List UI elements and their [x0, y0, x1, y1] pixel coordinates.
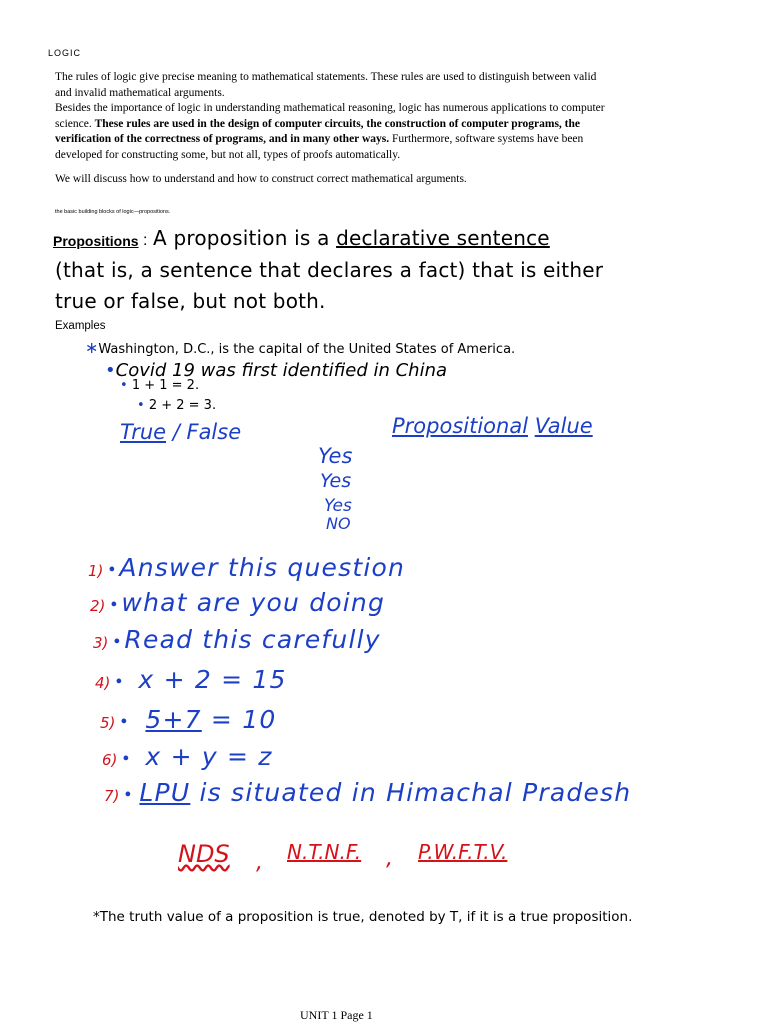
np-text-4: x + 2 = 15: [138, 665, 287, 694]
example-item-4: [137, 398, 216, 413]
np-text-2: what are you doing: [121, 588, 386, 617]
intro-paragraph-3: We will discuss how to understand and how to construct correct mathematical arguments.: [55, 173, 467, 185]
value-word: Value: [534, 414, 593, 438]
non-proposition-1: 1) • Answer this question: [88, 553, 406, 582]
intro-paragraph-2: [55, 101, 615, 163]
propositional-word: Propositional: [392, 414, 529, 438]
np-number-7: 7): [104, 787, 120, 805]
np-text-7: [139, 778, 631, 807]
definition-line-3: true or false, but not both.: [55, 289, 326, 313]
example-marker-2: •: [105, 360, 116, 381]
np-number-3: 3): [93, 634, 109, 652]
np-text-5: [145, 705, 276, 734]
non-proposition-5: 5) • 5+7 = 10: [100, 705, 277, 734]
np-number-4: 4): [95, 674, 111, 692]
intro-p2-start: Besides the importance of logic in understanding mathematical reasoning, logic has numerous applications to computer science.: [55, 102, 605, 130]
non-proposition-4: 4) • x + 2 = 15: [95, 665, 287, 694]
non-proposition-7: 7) • LPU is situated in Himachal Pradesh: [104, 778, 632, 807]
np-number-2: 2): [90, 597, 106, 615]
non-proposition-3: 3) • Read this carefully: [93, 625, 381, 654]
propositional-value-label: [392, 414, 593, 438]
answer-yes-1: Yes: [318, 444, 353, 468]
non-proposition-2: 2) • what are you doing: [90, 588, 386, 617]
np-number-5: 5): [100, 714, 116, 732]
intro-p2-end: Furthermore, software systems have been developed for constructing some, but not all, types of proofs automatically.: [55, 133, 584, 161]
example-text-3: 1 + 1 = 2.: [131, 378, 200, 393]
answer-yes-3: Yes: [324, 496, 352, 516]
category-separator-1: ,: [256, 850, 263, 875]
definition-line-1: [153, 226, 550, 250]
false-label: / False: [166, 420, 242, 444]
example-marker-1: ∗: [85, 338, 99, 357]
answer-yes-2: Yes: [320, 470, 352, 492]
np-text-5-underlined: 5+7: [145, 705, 202, 734]
category-pwftv-text: P.W.F.T.V.: [418, 840, 508, 864]
truth-value-footnote: *The truth value of a proposition is true, denoted by T, if it is a true proposition.: [93, 909, 633, 925]
intro-text: [55, 70, 615, 188]
np-text-3: Read this carefully: [124, 625, 381, 654]
np-text-1: Answer this question: [119, 553, 406, 582]
answer-no: NO: [326, 514, 351, 533]
declarative-sentence: declarative sentence: [336, 226, 550, 250]
examples-heading: Examples: [55, 320, 106, 332]
true-label: True: [120, 420, 167, 444]
fine-print: the basic building blocks of logic—propositions.: [55, 209, 171, 215]
category-pwftv: [418, 840, 507, 864]
category-ntnf: [287, 840, 361, 864]
intro-p2-bold: These rules are used in the design of computer circuits, the construction of computer programs, the verification of the correctness of programs, and in many other ways.: [55, 117, 581, 145]
np-text-5-rest: = 10: [201, 705, 277, 734]
example-marker-4: •: [137, 398, 145, 413]
np-text-6: x + y = z: [145, 742, 273, 771]
np-text-7-red: Himachal Pradesh: [386, 778, 632, 807]
category-nds: NDS: [178, 840, 230, 868]
np-number-1: 1): [88, 562, 104, 580]
category-ntnf-text: N.T.N.F.: [287, 840, 362, 864]
true-false-label: [120, 420, 241, 444]
example-text-1: Washington, D.C., is the capital of the United States of America.: [98, 342, 516, 357]
section-title: LOGIC: [48, 48, 82, 58]
non-proposition-6: 6) • x + y = z: [102, 742, 273, 771]
np-text-7-rest: is situated in: [190, 778, 387, 807]
example-item-3: [120, 378, 199, 393]
definition-line-1-start: A proposition is a: [153, 226, 337, 250]
propositions-label: Propositions: [53, 233, 139, 249]
propositions-colon: :: [143, 232, 148, 249]
example-text-2: Covid 19 was first identified in China: [115, 360, 448, 381]
page-footer: UNIT 1 Page 1: [300, 1008, 373, 1022]
example-marker-3: •: [120, 378, 128, 393]
example-text-4: 2 + 2 = 3.: [148, 398, 217, 413]
definition-line-2: (that is, a sentence that declares a fact) that is either: [55, 258, 604, 282]
np-text-7-underlined: LPU: [139, 778, 191, 807]
intro-paragraph-1: The rules of logic give precise meaning to mathematical statements. These rules are used to distinguish between valid and invalid mathematical arguments.: [55, 71, 597, 99]
category-separator-2: ,: [386, 846, 393, 871]
example-item-1: [85, 338, 515, 357]
np-number-6: 6): [102, 751, 118, 769]
